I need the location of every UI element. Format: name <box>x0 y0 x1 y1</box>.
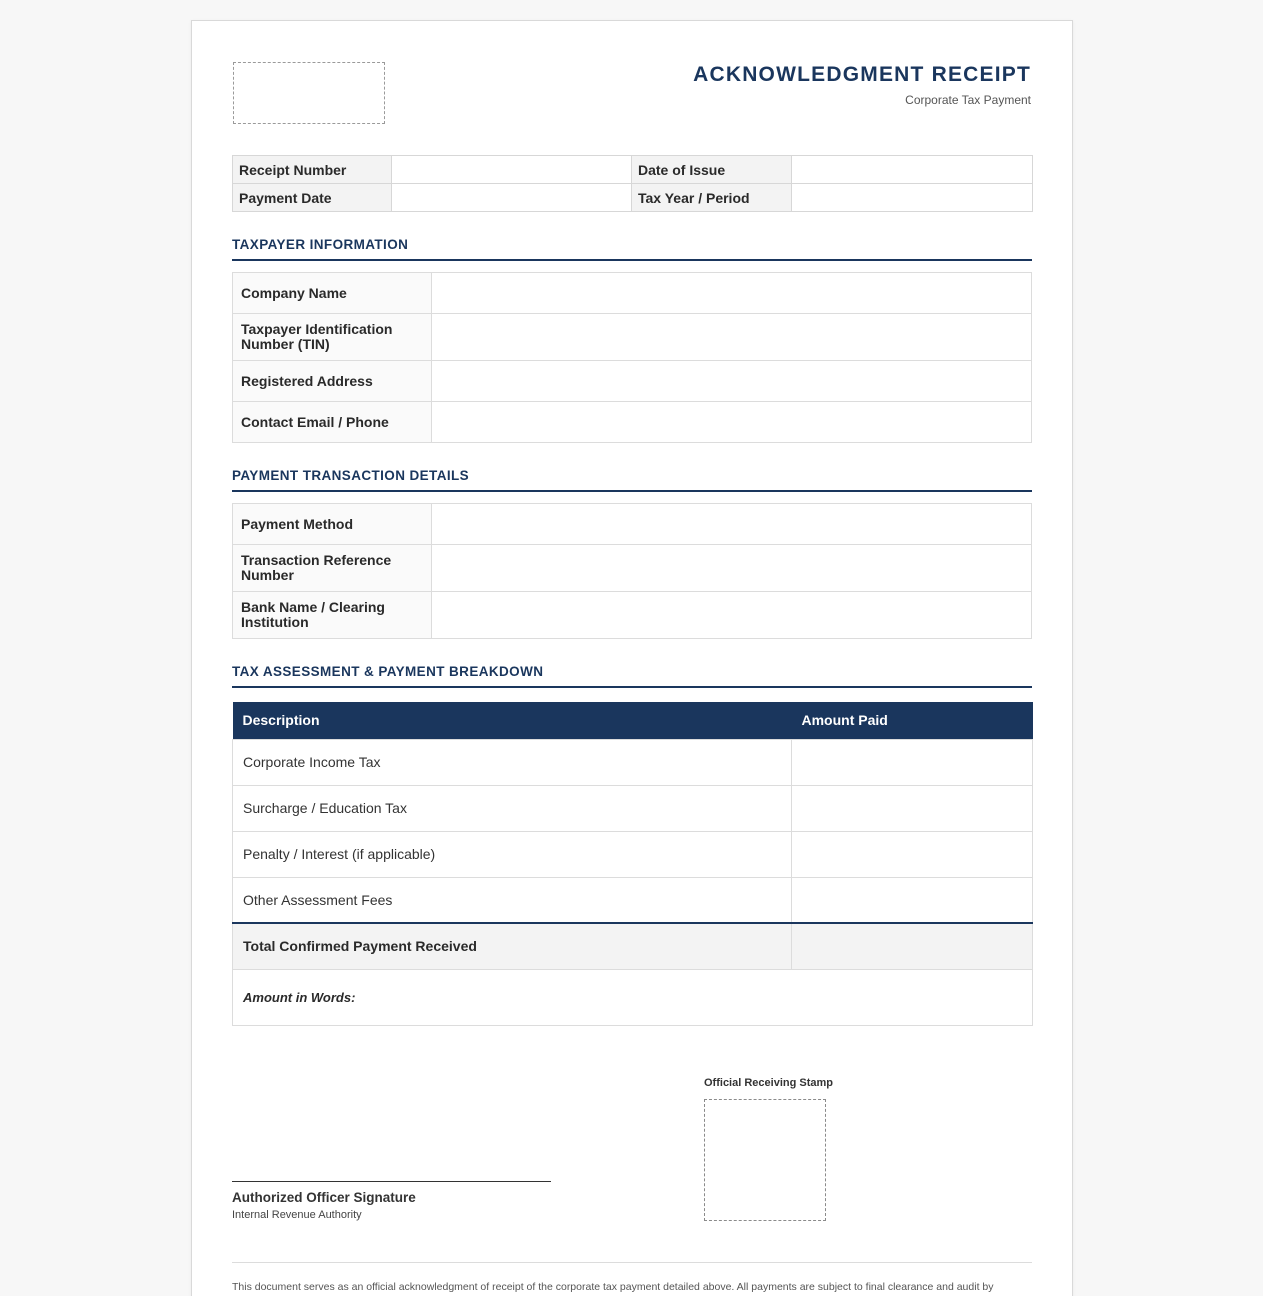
receipt-page <box>191 20 1073 1296</box>
meta-row <box>233 156 1033 184</box>
logo-placeholder <box>233 62 385 124</box>
table-row <box>233 785 1033 831</box>
receipt-meta-table <box>232 155 1033 212</box>
tin-label: Taxpayer Identification Number (TIN) <box>233 314 432 361</box>
table-row <box>233 504 1032 545</box>
receipt-number-field[interactable] <box>392 156 632 184</box>
date-of-issue-label: Date of Issue <box>632 156 792 184</box>
row-description: Corporate Income Tax <box>233 739 792 785</box>
amount-column-header: Amount Paid <box>792 702 1033 739</box>
payment-method-label: Payment Method <box>233 504 432 545</box>
row-description: Penalty / Interest (if applicable) <box>233 831 792 877</box>
table-row <box>233 314 1032 361</box>
transaction-reference-field[interactable] <box>432 545 1032 592</box>
transaction-reference-label: Transaction Reference Number <box>233 545 432 592</box>
date-of-issue-field[interactable] <box>792 156 1033 184</box>
stamp-label: Official Receiving Stamp <box>704 1077 833 1089</box>
total-row <box>233 923 1033 969</box>
table-row <box>233 831 1033 877</box>
meta-row <box>233 184 1033 212</box>
table-row <box>233 592 1032 639</box>
payment-date-label: Payment Date <box>233 184 392 212</box>
table-row <box>233 877 1033 923</box>
company-name-label: Company Name <box>233 273 432 314</box>
taxpayer-section-heading: TAXPAYER INFORMATION <box>232 237 1032 261</box>
payment-table <box>232 503 1032 639</box>
company-name-field[interactable] <box>432 273 1032 314</box>
table-header-row <box>233 702 1033 739</box>
table-row <box>233 273 1032 314</box>
receipt-number-label: Receipt Number <box>233 156 392 184</box>
signature-line <box>232 1181 551 1182</box>
tin-field[interactable] <box>432 314 1032 361</box>
row-description: Surcharge / Education Tax <box>233 785 792 831</box>
breakdown-table <box>232 702 1033 1026</box>
stamp-box <box>704 1099 826 1221</box>
amount-in-words-field[interactable] <box>233 969 1033 1025</box>
total-amount-field[interactable] <box>792 923 1033 969</box>
tax-year-field[interactable] <box>792 184 1033 212</box>
bank-name-label: Bank Name / Clearing Institution <box>233 592 432 639</box>
authority-name: Internal Revenue Authority <box>232 1209 362 1221</box>
registered-address-field[interactable] <box>432 361 1032 402</box>
row-amount-field[interactable] <box>792 739 1033 785</box>
bank-name-field[interactable] <box>432 592 1032 639</box>
payment-date-field[interactable] <box>392 184 632 212</box>
payment-method-field[interactable] <box>432 504 1032 545</box>
amount-in-words-label: Amount in Words: <box>243 989 356 1005</box>
footer-divider <box>232 1262 1032 1263</box>
taxpayer-table <box>232 272 1032 443</box>
amount-in-words-row <box>233 969 1033 1025</box>
document-title: ACKNOWLEDGMENT RECEIPT <box>693 63 1031 86</box>
document-subtitle: Corporate Tax Payment <box>905 93 1031 107</box>
row-description: Other Assessment Fees <box>233 877 792 923</box>
breakdown-section-heading: TAX ASSESSMENT & PAYMENT BREAKDOWN <box>232 664 1032 688</box>
signature-label: Authorized Officer Signature <box>232 1190 416 1205</box>
tax-year-label: Tax Year / Period <box>632 184 792 212</box>
description-column-header: Description <box>233 702 792 739</box>
registered-address-label: Registered Address <box>233 361 432 402</box>
contact-field[interactable] <box>432 402 1032 443</box>
table-row <box>233 402 1032 443</box>
row-amount-field[interactable] <box>792 785 1033 831</box>
contact-label: Contact Email / Phone <box>233 402 432 443</box>
table-row <box>233 361 1032 402</box>
row-amount-field[interactable] <box>792 877 1033 923</box>
table-row <box>233 739 1033 785</box>
total-label: Total Confirmed Payment Received <box>233 923 792 969</box>
row-amount-field[interactable] <box>792 831 1033 877</box>
payment-section-heading: PAYMENT TRANSACTION DETAILS <box>232 468 1032 492</box>
table-row <box>233 545 1032 592</box>
footer-note: This document serves as an official acknowledgment of receipt of the corporate tax payment detailed above. All payments are subject to final clearance and audit by <box>232 1281 994 1293</box>
